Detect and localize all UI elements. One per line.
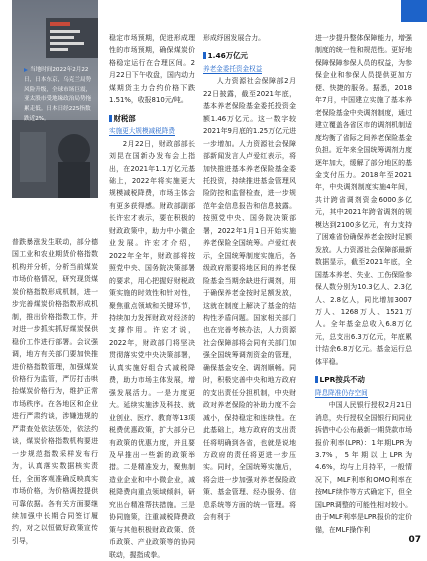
col3-paragraph-1: 形成纾困发展合力。 [203,34,266,42]
col2-paragraph-1: 稳定市场预期，促进形成理性的市场预期，确保煤炭价格稳定运行在合理区间。2月22日下午收盘，国内动力煤期货主力合约价格下跌1.51%，收报810元/吨。 [109,34,195,105]
section-subheading-lpr: 降息降准仍存空间 [315,388,368,397]
heading-marker-icon [109,115,112,122]
news-photo [12,0,98,198]
col2-paragraph-2: 2月22日，财政部部长刘昆在国新办发布会上指出，在2021年1.1万亿元基础上，2022年将实施更大规模减税降费，市场主体会有更多获得感。财政部副部长许宏才表示，要在积极的财政政策中，助力中小微企业发展。许宏才介绍，2022年全年，财政部将按照党中央、国务院决策部署的要求，用心把握好财税政策实施的时效性和针对性，聚焦重点领域和关键环节，持续加力发挥财政对经济的支撑作用。许宏才说，2022年，财政部门将坚决贯彻落实党中央决策部署，认真实施好组合式减税降费，助力市场主体发展，增强发展活力。一是力度更大。延续实施涉及科技、就业创业、医疗、教育等13项税费优惠政策，扩大部分已有政策的优惠力度，并且要及早推出一些新的政策举措。二是精准发力，聚焦制造业企业和中小微企业，减税降费向重点领域倾斜，研究出台精准帮扶措施。三是协同施策，注重减税降费政策与其他积极财政政策、货币政策、产业政策等的协同联动，握指成拳。 [109,139,195,559]
section-subheading-pension: 养老金委托资金权益 [203,64,263,73]
triangle-bullet-icon [24,68,28,72]
section-heading-finance: 财税部 [109,113,195,125]
col4-paragraph-2: 中国人民银行授权2月21日消息，央行授权全国银行间同业拆借中心公布最新一期贷款市场报价利率(LPR)：1年期LPR为3.7%，5年期以上LPR为4.6%，均与上月持平，一般情况下，MLF利率和OMO利率在按MLF续作等方式确定下，但全国LPR调整的可能性相对较小。由于MLF利率是LPR报价的定价锚，在MLF操作利 [315,401,412,534]
photo-caption: 当地时间2022年2月22日，日本东京，乌克兰局势风险升级，全球市场巨震，亚太股市受地缘政治局势拖累走低。日本日经225指数跌近2%。 [24,67,92,122]
column-4 [315,32,412,534]
column-2 [109,32,195,559]
section-heading-pension: 1.46万亿元 [203,50,296,62]
section-heading-lpr: LPR按兵不动 [315,374,412,386]
column-3 [203,32,296,526]
heading-marker-icon [203,52,206,59]
col3-paragraph-2: 人力资源社会保障部2月22日披露，截至2021年底，基本养老保险基金委托投资金额1.46万亿元。这一数字较2021年9月底的1.25万亿元进一步增加。人力资源社会保障部新闻发言人卢爱红表示，将加快推进基本养老保险基金委托投资，持续推进基金管理风险防控和监督检查，进一步规范年金信息报告和信息披露。按照党中央、国务院决策部署，2022年1月1日开始实施养老保险全国统筹。卢爱红表示，全国统筹制度实施后，各级政府需要将地区间的养老保险基金当期余缺进行调剂，用于确保养老金按时足额发放，这就在制度上解决了基金的结构性矛盾问题。国家相关部门也在完善考核办法，人力资源社会保障部将会同有关部门加强全国统筹调剂资金的管理，确保基金安全、调剂顺畅。同时，积极完善中央和地方政府的支出责任分担机制，中央财政对养老保险的补助力度不会减小，保持稳定和连续性。在此基础上，地方政府的支出责任将明确到各省，也就是说地方政府的责任将更进一步压实。同时，全国统筹实施后，将会进一步加强对养老保险政策、基金管理、经办服务、信息系统等方面的统一管理。将会有利于 [203,77,296,522]
col1-paragraph: 普跌暴涨发生联动，部分德国工业和农业期货价格指数机构并分析，分析当前煤炭市场价格情况，研究现货煤炭价格指数形成机制，进一步完善煤炭价格指数形成机制，推出价格指数工作，并对进一步抓实抓好煤炭保供稳价工作进行部署。会议强调，地方有关部门要加快推进价格指数管理，加强煤炭价格行为监管，严厉打击哄抬煤炭价格行为，维护正常市场秩序。在各地区和企业进行严肃约谈，涉嫌违规的严肃查处依法惩处，依法约谈，煤炭价格指数机构要进一步规范指数采样发布行为，认真落实数据核实责任，全面客观准确反映真实市场价格，为价格调控提供可靠依据。各有关方面要继续加强中长期合同签订履约，对之以恒做好政策宣传引导， [12,238,98,545]
col4-paragraph-1: 进一步提升整体保障能力，增强制度的统一性和规范性。更好地保障保障参保人员的权益，为参保企业和参保人员提供更加方便、快捷的服务。据悉，2018年7月，中国建立实施了基本养老保险基金中央调剂制度，通过建立覆盖各省区市的调剂机制适度均衡了省际之间养老保险基金负担。近年来全国统筹调剂力度逐年加大，缓解了部分地区的基金支付压力。2018年至2021年，中央调剂制度实施4年间，共计跨省调剂资金6000多亿元，其中2021年跨省调剂的规模达到2100多亿元，有力支持了困难省份确保养老金按时足额发放。人力资源社会保障部最新数据显示，截至2021年底，全国基本养老、失业、工伤保险参保人数分别为10.3亿人、2.3亿人、2.8亿人，同比增加3007万人、1268万人、1521万人。全年基金总收入6.8万亿元，总支出6.3万亿元，年底累计结余6.8万亿元。基金运行总体平稳。 [315,34,412,366]
column-1 [12,236,98,545]
heading-marker-icon [315,376,318,383]
page-number: 07 [408,535,421,545]
section-subheading-finance: 实施更大规模减税降费 [109,127,175,136]
page-corner-bar [401,0,427,22]
